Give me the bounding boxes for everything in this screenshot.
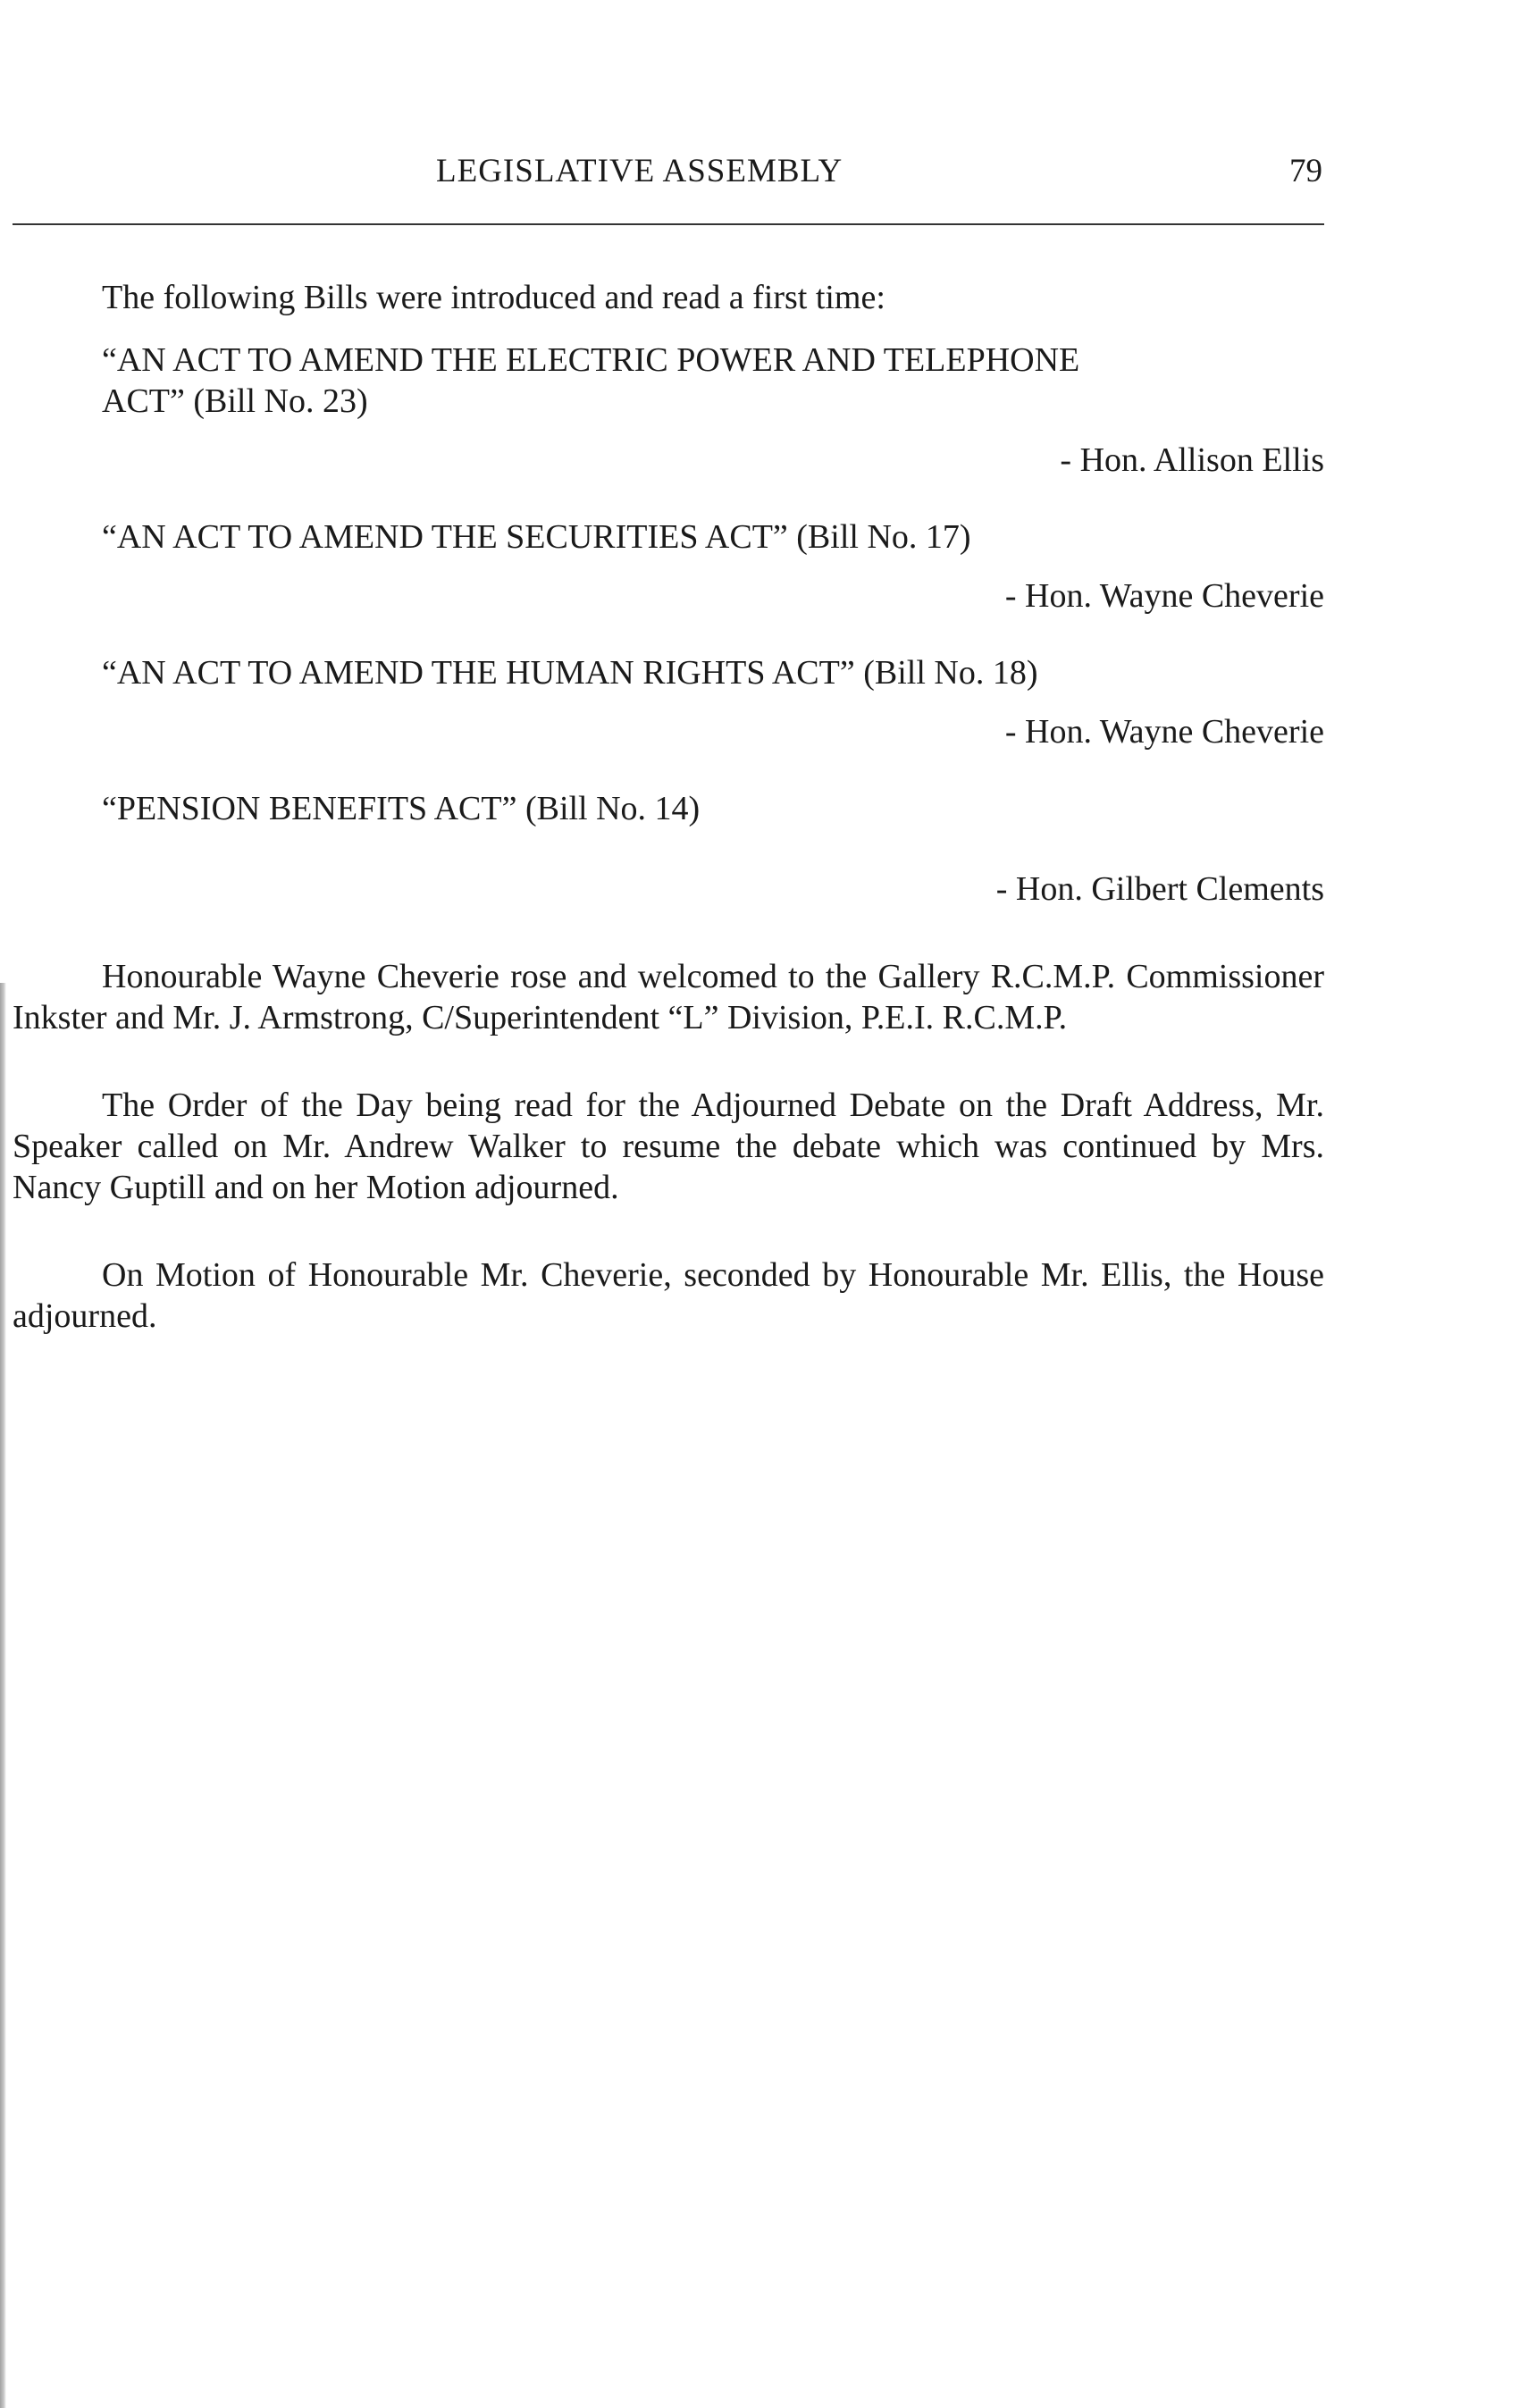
bill-title	[13, 340, 1324, 422]
page-spine-shadow	[0, 983, 6, 2408]
bill-title: “AN ACT TO AMEND THE SECURITIES ACT” (Bill No. 17)	[102, 518, 971, 556]
page-header	[0, 152, 1519, 197]
header-rule	[13, 223, 1324, 225]
running-title: LEGISLATIVE ASSEMBLY	[436, 153, 843, 189]
bill-title-line: “AN ACT TO AMEND THE ELECTRIC POWER AND TELEPHONE	[102, 341, 1080, 379]
bill-sponsor: - Hon. Gilbert Clements	[995, 870, 1324, 908]
adjournment-paragraph: On Motion of Honourable Mr. Cheverie, seconded by Honourable Mr. Ellis, the House adjourned.	[13, 1256, 1324, 1335]
gallery-welcome-paragraph: Honourable Wayne Cheverie rose and welcomed to the Gallery R.C.M.P. Commissioner Inkster and Mr. J. Armstrong, C/Superintendent “L” Division, P.E.I. R.C.M.P.	[13, 958, 1324, 1036]
intro-paragraph: The following Bills were introduced and read a first time:	[102, 279, 885, 316]
bill-sponsor: - Hon. Wayne Cheverie	[1004, 577, 1324, 615]
bill-entry	[13, 652, 1324, 752]
bill-title-line: ACT” (Bill No. 23)	[102, 382, 368, 420]
bill-sponsor: - Hon. Allison Ellis	[1060, 441, 1324, 479]
adjourned-debate-paragraph: The Order of the Day being read for the Adjourned Debate on the Draft Address, Mr. Speaker called on Mr. Andrew Walker to resume the debate which was continued by Mrs. Nancy Guptill and on her Motion adjourned.	[13, 1087, 1324, 1206]
bill-entry	[13, 340, 1324, 481]
bill-title: “AN ACT TO AMEND THE HUMAN RIGHTS ACT” (Bill No. 18)	[102, 654, 1038, 692]
page-number: 79	[1289, 153, 1322, 189]
bill-title: “PENSION BENEFITS ACT” (Bill No. 14)	[102, 790, 701, 827]
page-body	[13, 277, 1324, 1337]
bill-entry	[13, 788, 1324, 910]
bill-sponsor: - Hon. Wayne Cheverie	[1004, 713, 1324, 751]
bill-entry	[13, 516, 1324, 617]
